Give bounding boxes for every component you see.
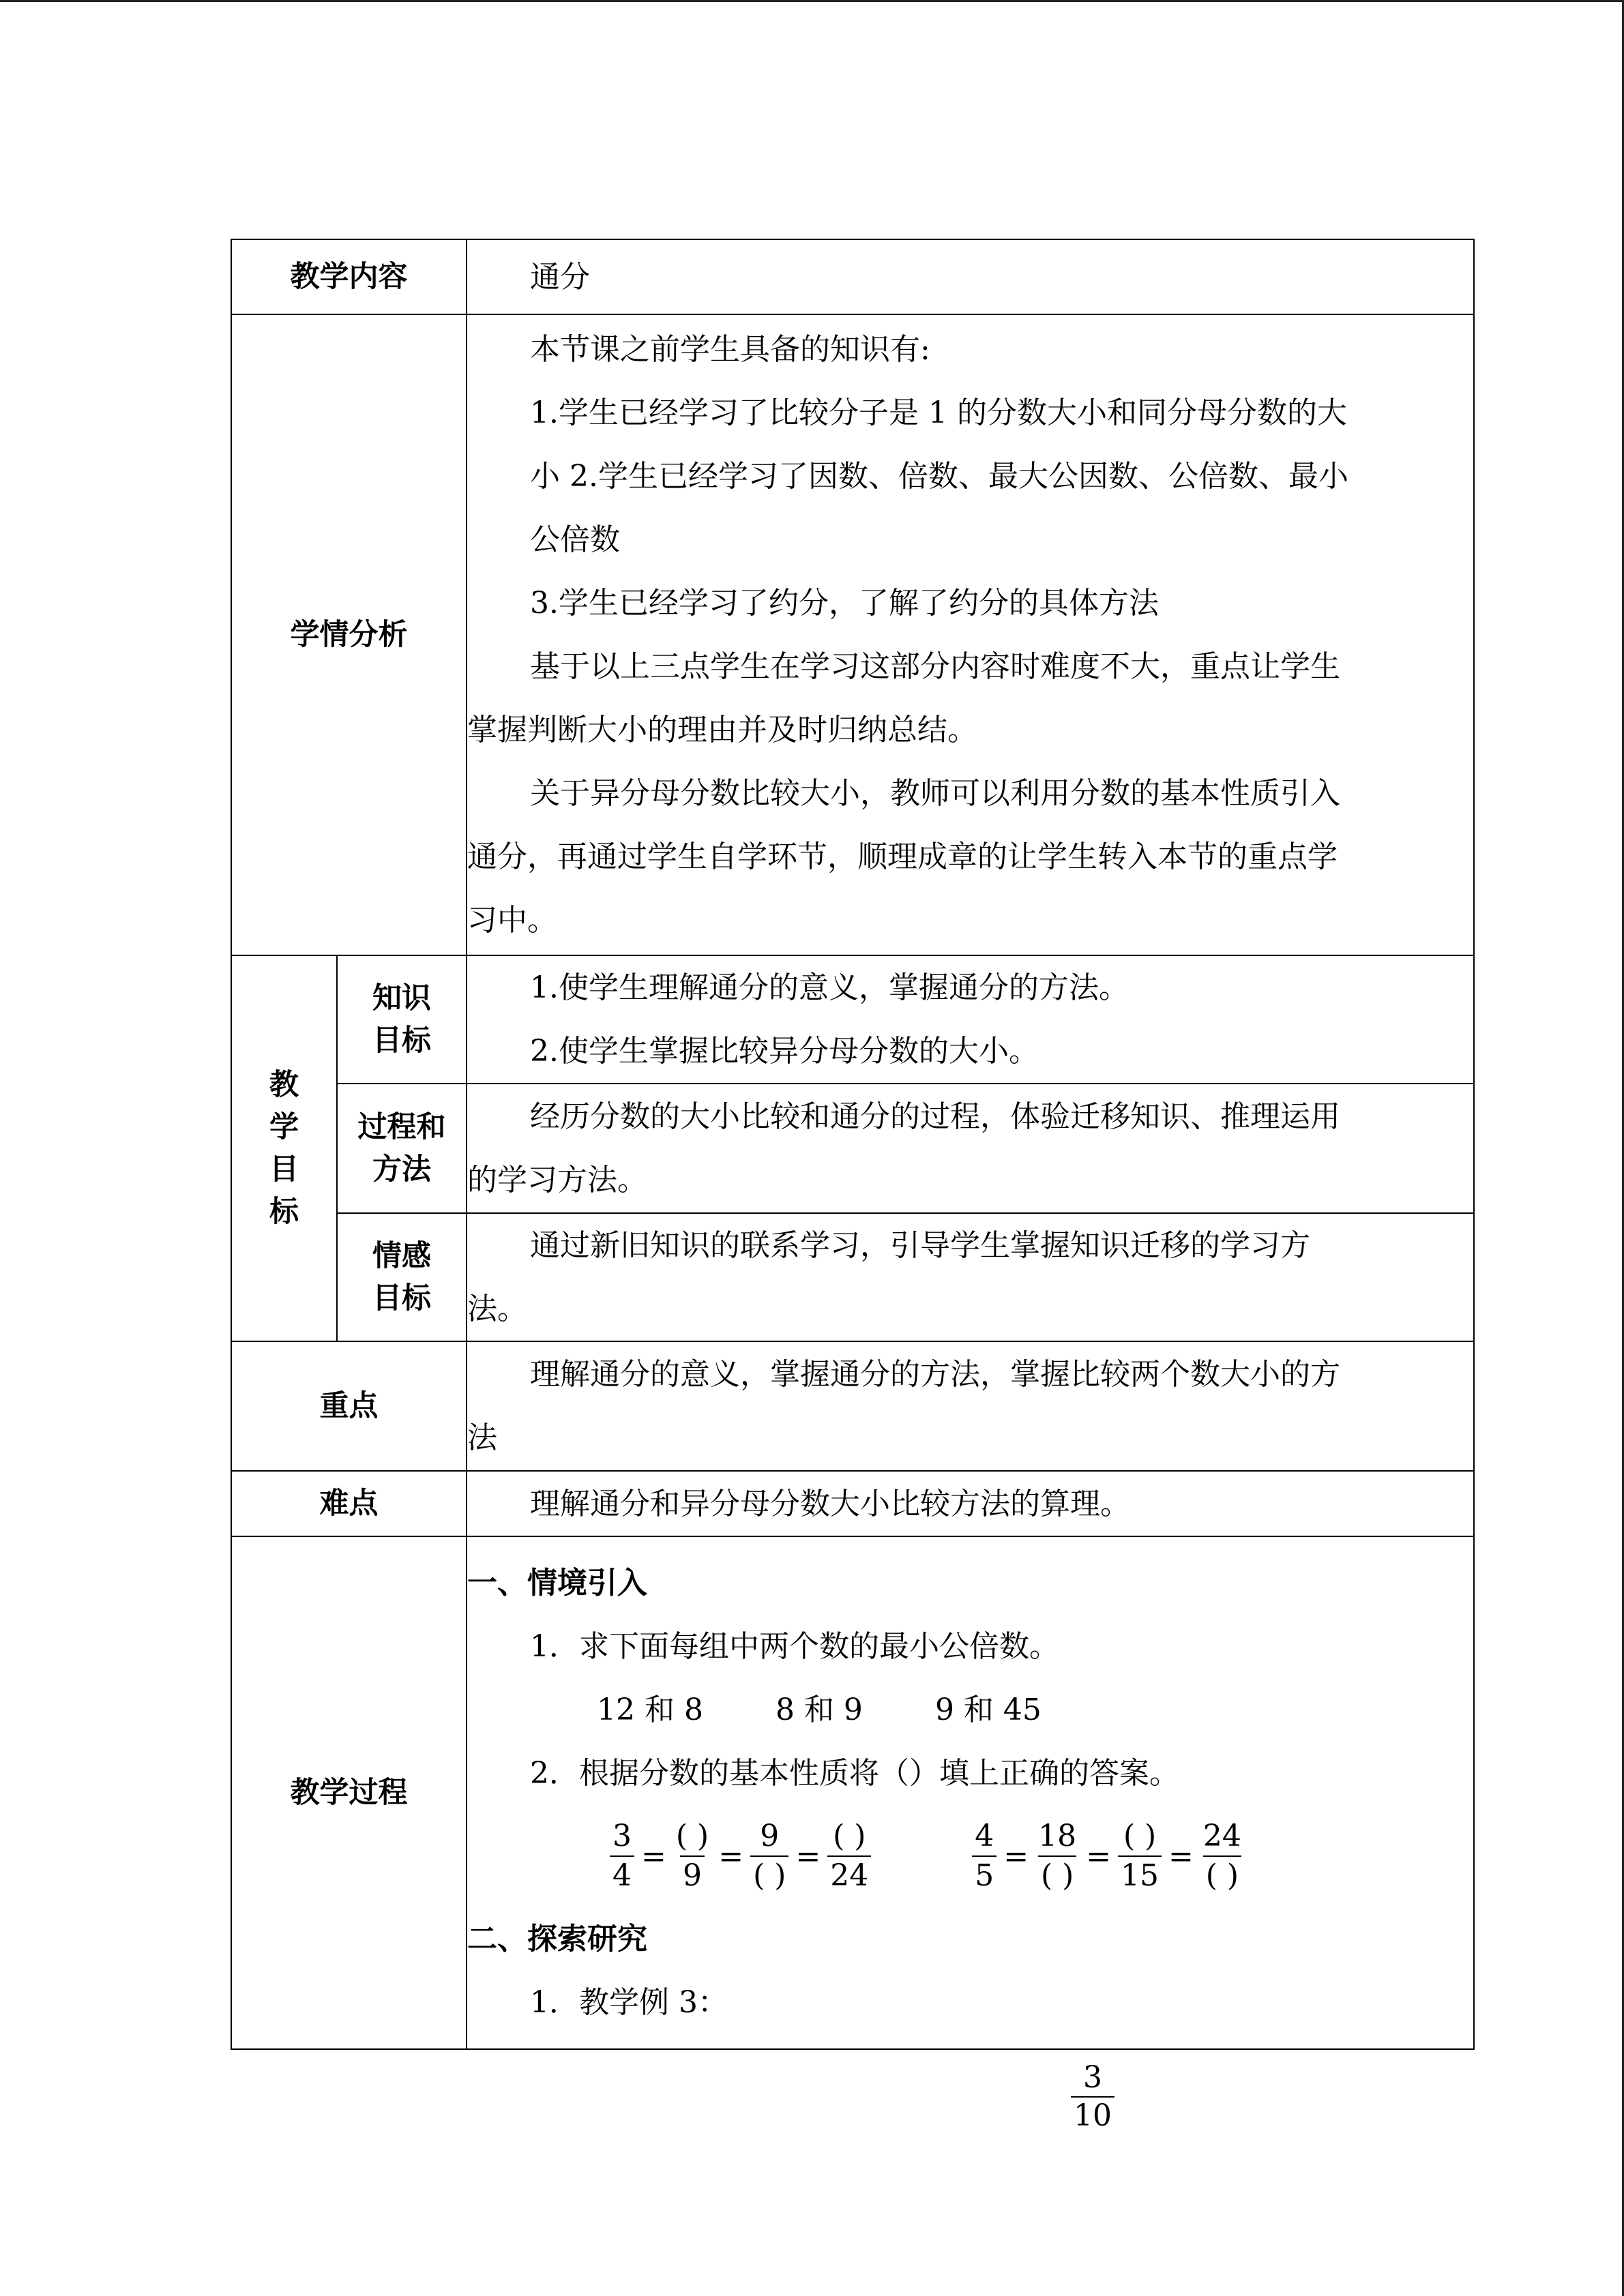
cell-process-goal xyxy=(467,1084,1474,1213)
fraction-denominator: 5 xyxy=(972,1855,996,1895)
knowledge-label-line: 知识 xyxy=(372,981,431,1015)
fraction xyxy=(673,1817,711,1895)
equals-sign: = xyxy=(1003,1838,1029,1874)
label-knowledge-goal xyxy=(337,955,467,1084)
section-heading: 一、情境引入 xyxy=(467,1566,647,1600)
row-process-goal xyxy=(231,1084,1474,1213)
key-line: 理解通分的意义，掌握通分的方法，掌握比较两个数大小的方 xyxy=(530,1357,1340,1392)
fraction xyxy=(750,1817,788,1895)
number-pair: 8 和 9 xyxy=(775,1693,863,1727)
equals-sign: = xyxy=(718,1838,744,1874)
analysis-line: 3.学生已经学习了约分，了解了约分的具体方法 xyxy=(530,586,1159,621)
label-student-analysis: 学情分析 xyxy=(231,314,467,955)
row-knowledge-goal xyxy=(231,955,1474,1084)
row-student-analysis xyxy=(231,314,1474,955)
footer-fraction-numerator: 3 xyxy=(1083,2060,1102,2095)
fraction-numerator: 18 xyxy=(1038,1819,1077,1853)
fraction-numerator: ( ) xyxy=(675,1819,709,1853)
process-line: 的学习方法。 xyxy=(467,1163,647,1197)
footer-fraction xyxy=(1071,2059,1114,2134)
process-label-line: 过程和 xyxy=(357,1110,446,1144)
fraction-denominator: ( ) xyxy=(1203,1855,1241,1895)
cell-knowledge-goal xyxy=(467,955,1474,1084)
fraction xyxy=(827,1817,871,1895)
analysis-line: 关于异分母分数比较大小，教师可以利用分数的基本性质引入 xyxy=(530,776,1340,811)
fraction xyxy=(1200,1817,1244,1895)
goals-char: 标 xyxy=(269,1195,299,1229)
label-emotion-goal xyxy=(337,1213,467,1341)
label-difficulty: 难点 xyxy=(231,1471,467,1536)
fraction-numerator: 4 xyxy=(975,1819,994,1853)
fraction-denominator: ( ) xyxy=(750,1855,788,1895)
cell-emotion-goal xyxy=(467,1213,1474,1341)
equals-sign: = xyxy=(641,1838,666,1874)
cell-teaching-content xyxy=(467,239,1474,314)
fraction xyxy=(610,1817,634,1895)
fraction-denominator: 15 xyxy=(1118,1855,1162,1895)
key-line: 法 xyxy=(467,1420,497,1455)
equals-sign: = xyxy=(1168,1838,1194,1874)
teaching-content-value: 通分 xyxy=(530,259,590,295)
fraction-denominator: 24 xyxy=(827,1855,871,1895)
section-heading: 二、探索研究 xyxy=(467,1922,647,1956)
fraction xyxy=(1118,1817,1162,1895)
label-teaching-content: 教学内容 xyxy=(231,239,467,314)
fraction-numerator: ( ) xyxy=(833,1819,866,1853)
fraction-numerator: 3 xyxy=(612,1819,632,1853)
analysis-line: 基于以上三点学生在学习这部分内容时难度不大，重点让学生 xyxy=(530,649,1340,684)
process-line: 经历分数的大小比较和通分的过程，体验迁移知识、推理运用 xyxy=(530,1099,1340,1134)
row-key-point xyxy=(231,1341,1474,1471)
question-2: 2．根据分数的基本性质将（）填上正确的答案。 xyxy=(530,1756,1179,1791)
number-pair: 9 和 45 xyxy=(934,1693,1042,1727)
label-process-goal xyxy=(337,1084,467,1213)
example-3: 1．教学例 3： xyxy=(530,1985,728,2020)
goals-char: 目 xyxy=(269,1152,299,1187)
fraction-numerator: ( ) xyxy=(1123,1819,1157,1853)
process-label-line: 方法 xyxy=(372,1152,431,1187)
emotion-line: 法。 xyxy=(467,1292,527,1326)
row-teaching-content xyxy=(231,239,1474,314)
row-difficulty xyxy=(231,1471,1474,1536)
goals-char: 教 xyxy=(269,1068,299,1102)
analysis-line: 本节课之前学生具备的知识有: xyxy=(530,332,930,367)
question-1: 1．求下面每组中两个数的最小公倍数。 xyxy=(530,1629,1059,1664)
row-teaching-process xyxy=(231,1536,1474,2049)
fraction-denominator: 9 xyxy=(680,1855,705,1895)
equals-sign: = xyxy=(1086,1838,1112,1874)
cell-difficulty xyxy=(467,1471,1474,1536)
fraction xyxy=(1035,1817,1079,1895)
analysis-line: 习中。 xyxy=(467,903,557,938)
fraction-numerator: 9 xyxy=(760,1819,780,1853)
cell-teaching-process xyxy=(467,1536,1474,2049)
emotion-label-line: 目标 xyxy=(372,1281,431,1315)
footer-fraction-denominator: 10 xyxy=(1071,2096,1114,2134)
cell-student-analysis xyxy=(467,314,1474,955)
emotion-label-line: 情感 xyxy=(372,1239,431,1273)
label-teaching-goals xyxy=(231,955,337,1341)
fraction-denominator: 4 xyxy=(610,1855,634,1895)
label-teaching-process: 教学过程 xyxy=(231,1536,467,2049)
analysis-line: 通分，再通过学生自学环节，顺理成章的让学生转入本节的重点学 xyxy=(467,839,1338,874)
knowledge-line: 2.使学生掌握比较异分母分数的大小。 xyxy=(530,1034,1039,1069)
row-emotion-goal xyxy=(231,1213,1474,1341)
goals-char: 学 xyxy=(269,1110,299,1144)
cell-key-point xyxy=(467,1341,1474,1471)
knowledge-label-line: 目标 xyxy=(372,1024,431,1058)
difficulty-value: 理解通分和异分母分数大小比较方法的算理。 xyxy=(530,1486,1130,1521)
label-key-point: 重点 xyxy=(231,1341,467,1471)
number-pairs xyxy=(467,1678,1473,1742)
fraction-denominator: ( ) xyxy=(1038,1855,1076,1895)
page-top-border xyxy=(0,0,1624,2)
analysis-line: 小 2.学生已经学习了因数、倍数、最大公因数、公倍数、最小 xyxy=(530,459,1348,494)
analysis-line: 1.学生已经学习了比较分子是 1 的分数大小和同分母分数的大 xyxy=(530,396,1347,430)
fraction-numerator: 24 xyxy=(1202,1819,1241,1853)
number-pair: 12 和 8 xyxy=(597,1693,703,1727)
fraction-equations xyxy=(467,1805,1473,1907)
equals-sign: = xyxy=(795,1838,821,1874)
analysis-line: 掌握判断大小的理由并及时归纳总结。 xyxy=(467,713,977,747)
emotion-line: 通过新旧知识的联系学习，引导学生掌握知识迁移的学习方 xyxy=(530,1228,1310,1263)
analysis-line: 公倍数 xyxy=(530,522,620,557)
lesson-plan-table xyxy=(231,239,1475,2050)
fraction xyxy=(972,1817,996,1895)
knowledge-line: 1.使学生理解通分的意义，掌握通分的方法。 xyxy=(530,970,1129,1005)
